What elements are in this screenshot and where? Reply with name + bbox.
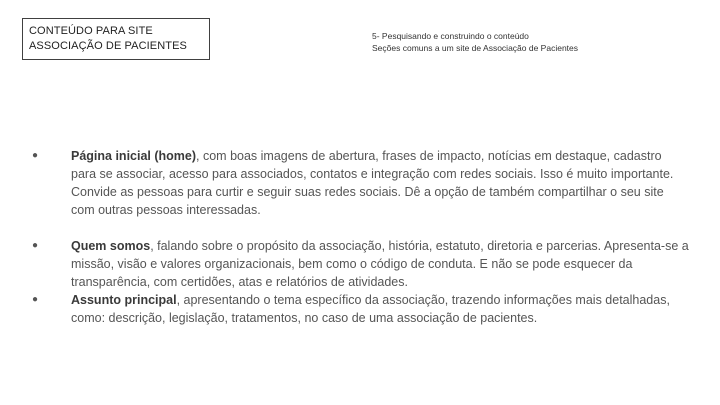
list-item-heading: Página inicial (home)	[71, 149, 197, 163]
document-title-box	[22, 18, 210, 60]
bullet-icon	[30, 147, 40, 165]
section-heading-line-1: 5- Pesquisando e construindo o conteúdo	[372, 31, 529, 41]
list-item-home	[30, 147, 690, 219]
list-item-text: , apresentando o tema específico da associação, trazendo informações mais detalhadas, como: descrição, legislação, tratamentos, no caso de uma associação de pacientes.	[71, 293, 670, 325]
list-item-heading: Quem somos	[71, 239, 151, 253]
list-item-about	[30, 237, 690, 291]
bullet-icon	[30, 291, 40, 309]
section-list	[30, 147, 690, 327]
title-line-1: CONTEÚDO PARA SITE	[29, 25, 153, 37]
section-heading-line-2: Seções comuns a um site de Associação de Pacientes	[372, 43, 579, 53]
list-item-main-topic	[30, 291, 690, 327]
list-item-text: , com boas imagens de abertura, frases de impacto, notícias em destaque, cadastro para se associar, acesso para associados, contatos e integração com redes sociais. Isso é muito importante. Convide as pessoas para curtir e seguir suas redes sociais. Dê a opção de também compartilhar o seu site com outras pessoas interessadas.	[71, 149, 674, 217]
list-item-text: , falando sobre o propósito da associação, história, estatuto, diretoria e parcerias. Apresenta-se a missão, visão e valores organizacionais, bem como o código de conduta. E não se pode esquecer da transparência, com certidões, atas e relatórios de atividades.	[71, 239, 689, 289]
bullet-icon	[30, 237, 40, 255]
title-line-2: ASSOCIAÇÃO DE PACIENTES	[29, 40, 187, 52]
section-heading	[372, 30, 578, 54]
list-item-heading: Assunto principal	[71, 293, 177, 307]
